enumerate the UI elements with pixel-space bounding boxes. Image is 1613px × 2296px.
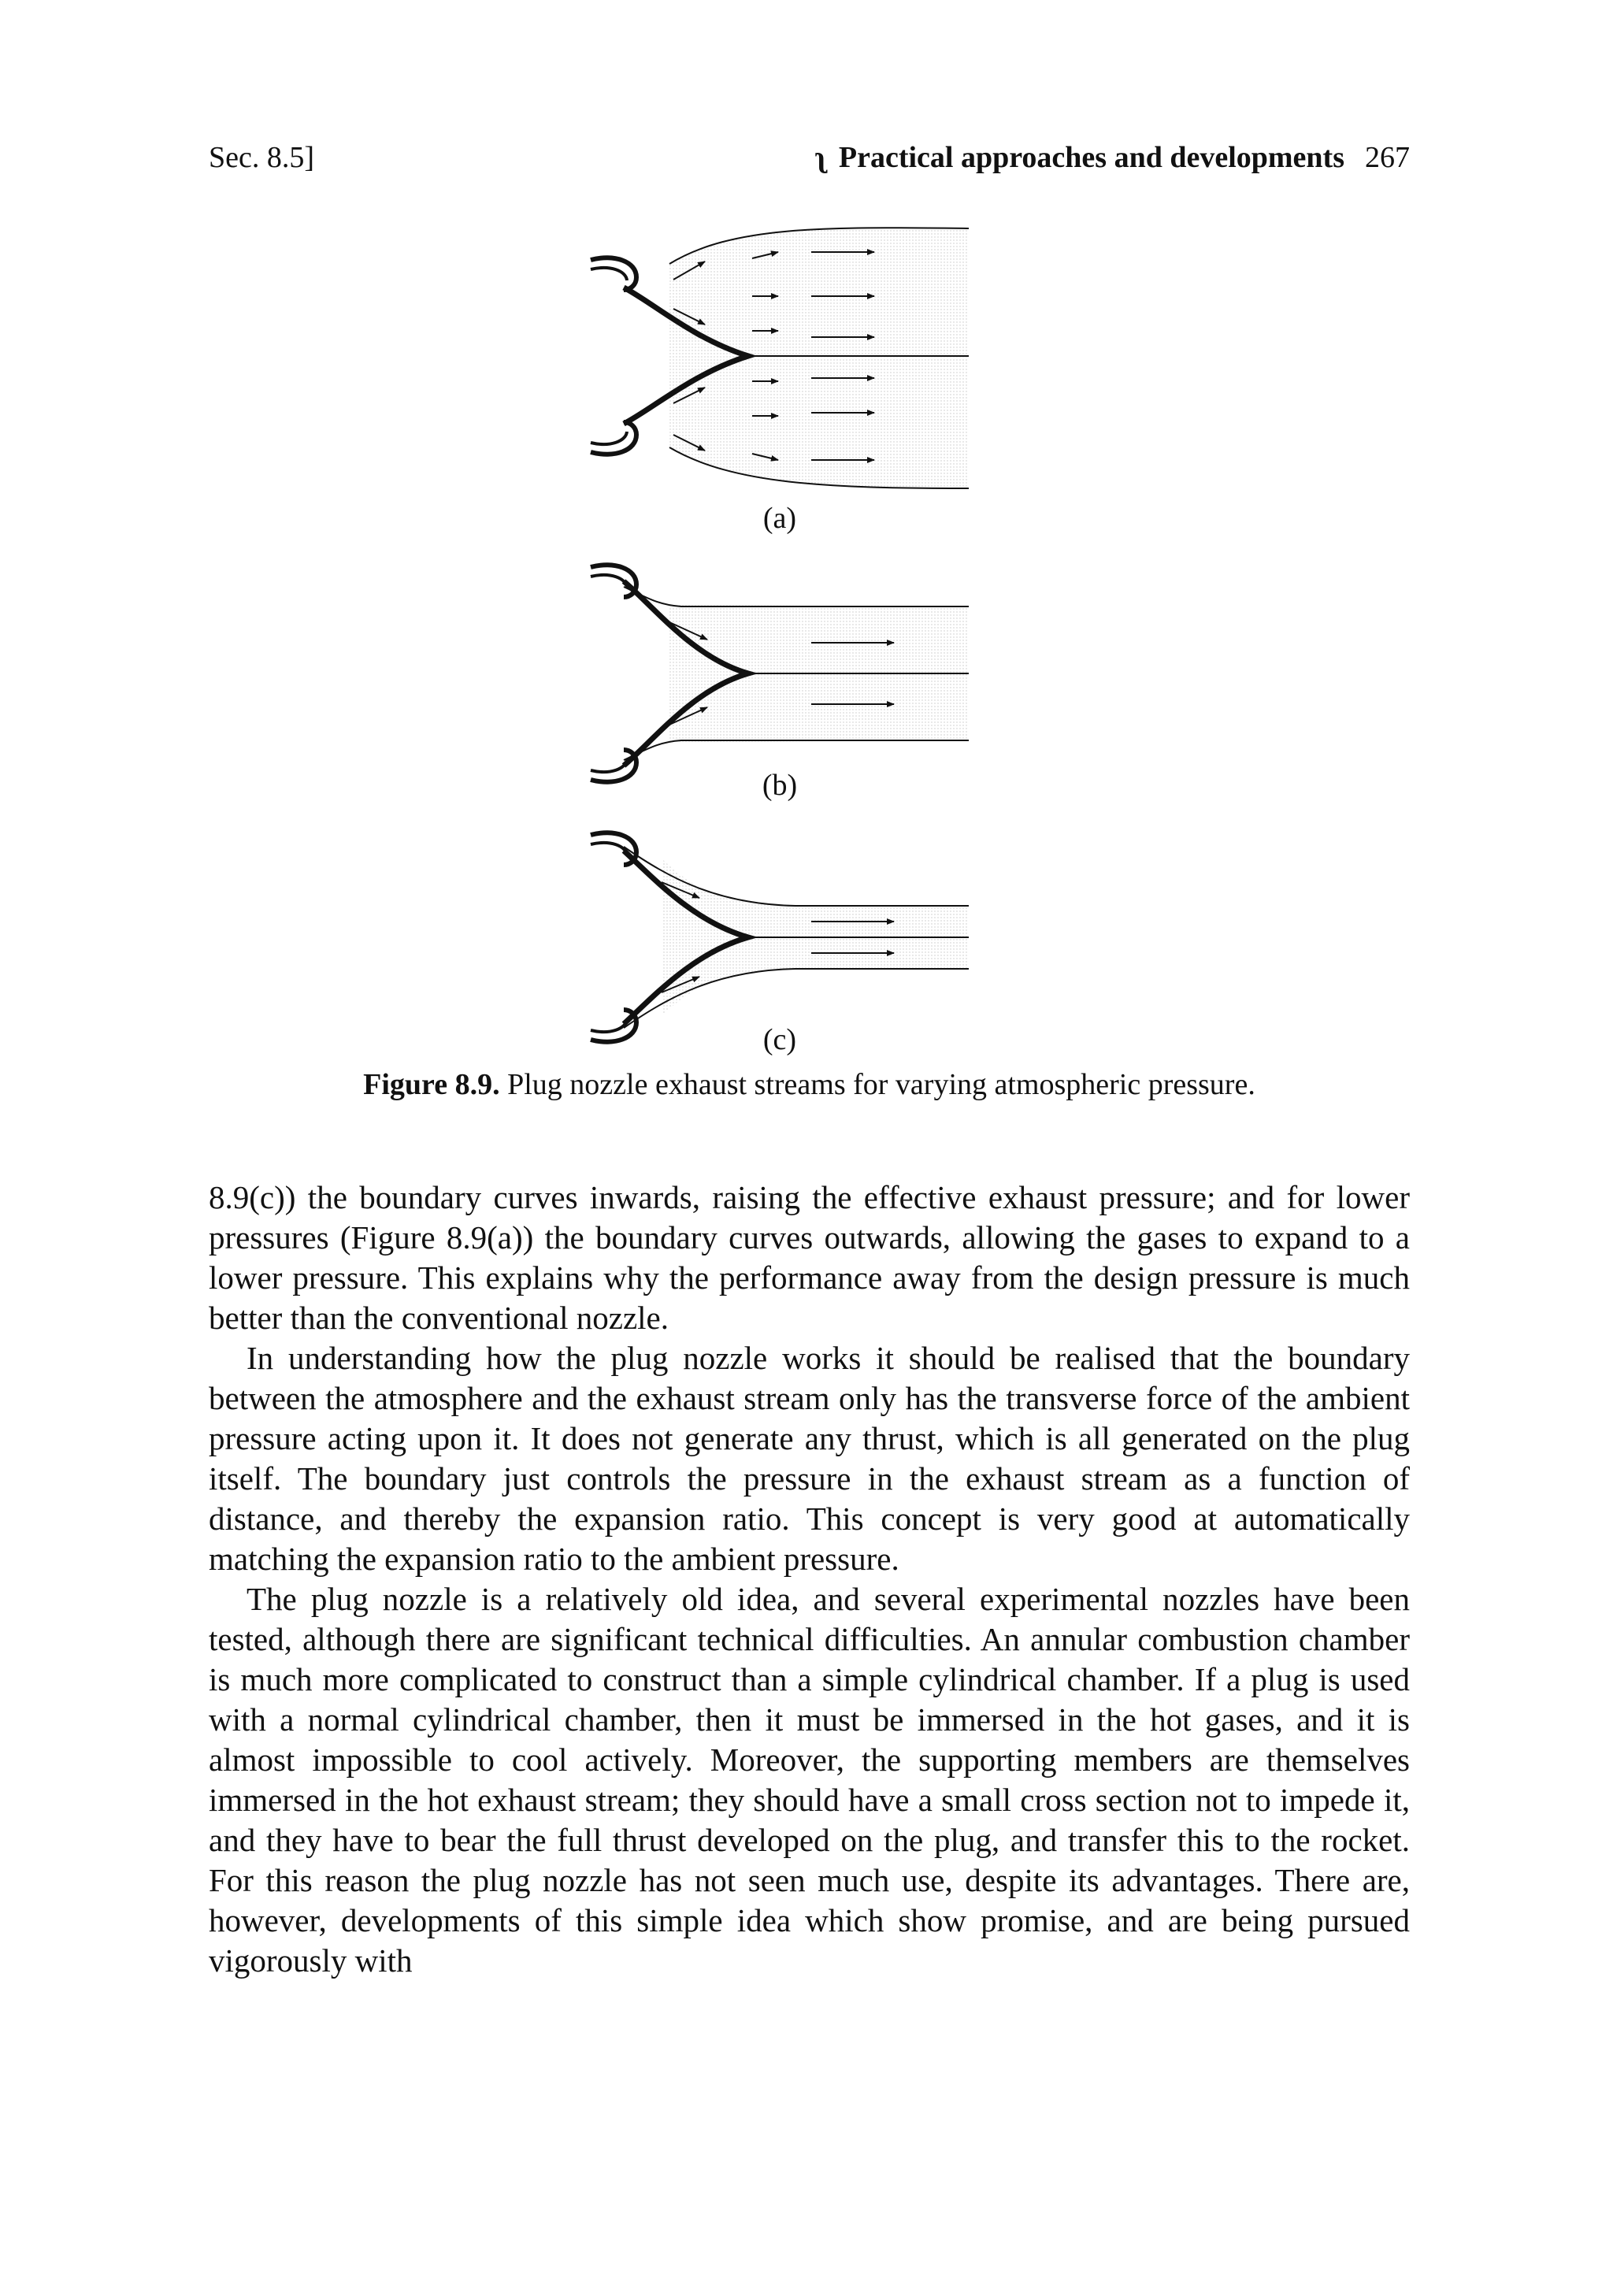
section-reference: Sec. 8.5] — [209, 141, 315, 174]
paragraph-3: The plug nozzle is a relatively old idea, and several experimental nozzles have been tested, although there are significant technical difficulties. An annular combustion chamber is much more complicated to construct than a simple cylindrical chamber. If a plug is used with a normal cylindrical chamber, then it must be immersed in the hot gases, and it is almost impossible to cool actively. Moreover, the supporting members are themselves immersed in the hot exhaust stream; they should have a small cross section not to impede it, and they have to bear the full thrust developed on the plug, and transfer this to the rocket. For this reason the plug nozzle has not seen much use, despite its advantages. There are, however, developments of this simple idea which show promise, and are being pursued vigorously with — [209, 1581, 1410, 1979]
page-number: 267 — [1365, 141, 1410, 174]
running-header — [209, 140, 1410, 187]
nozzle-diagram-c — [591, 833, 969, 1042]
figure-caption — [209, 1067, 1410, 1102]
nozzle-diagram-a — [591, 228, 969, 488]
figure-label-c: (c) — [762, 1023, 797, 1056]
figure-caption-text: Plug nozzle exhaust streams for varying atmospheric pressure. — [507, 1068, 1255, 1101]
plug-nozzle-diagram — [575, 221, 984, 1055]
paragraph-1: 8.9(c)) the boundary curves inwards, raising the effective exhaust pressure; and for lower pressures (Figure 8.9(a)) the boundary curves outwards, allowing the gases to expand to a lower pressure. This explains why the performance away from the design pressure is much better than the conventional nozzle. — [209, 1179, 1410, 1336]
figure-label-a: (a) — [762, 502, 797, 535]
figure-caption-label: Figure 8.9. — [363, 1068, 500, 1101]
paragraph-2: In understanding how the plug nozzle works it should be realised that the boundary between the atmosphere and the exhaust stream only has the transverse force of the ambient pressure acting upon it. It does not generate any thrust, which is all generated on the plug itself. The boundary just controls the pressure in the exhaust stream as a function of distance, and thereby the expansion ratio. This concept is very good at automatically matching the expansion ratio to the ambient pressure. — [209, 1340, 1410, 1577]
figure-8-9 — [575, 221, 984, 1055]
header-mark: ʅ — [815, 141, 826, 174]
chapter-title: Practical approaches and developments — [838, 141, 1344, 174]
header-right — [816, 140, 1410, 175]
body-text — [209, 1178, 1410, 1981]
nozzle-diagram-b — [591, 565, 969, 782]
figure-label-b: (b) — [762, 769, 798, 802]
